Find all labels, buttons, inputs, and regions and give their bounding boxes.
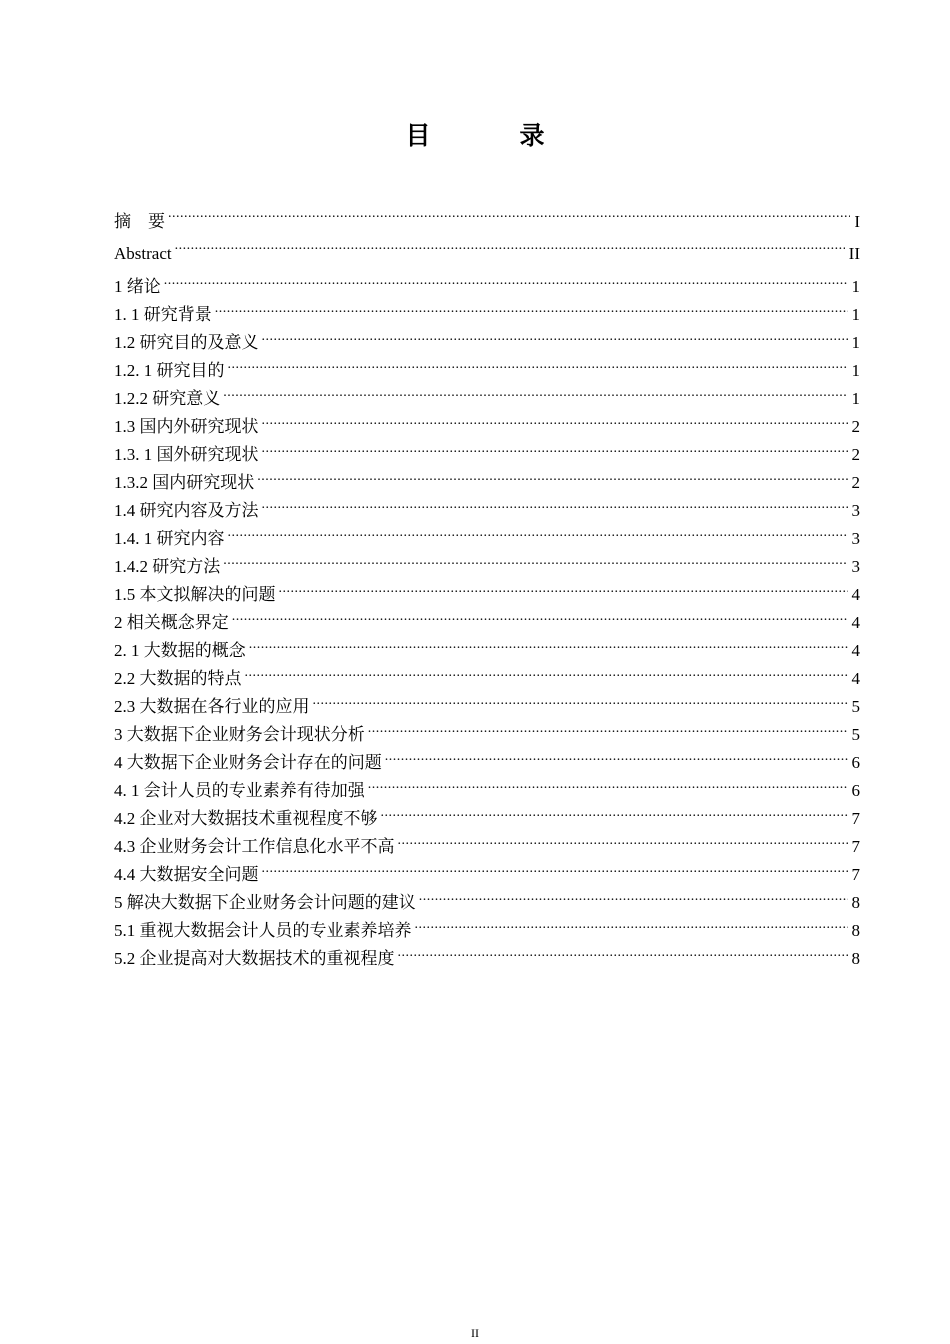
toc-dot-leader [398, 835, 848, 852]
toc-entry-page: 4 [851, 641, 860, 660]
toc-entry-page: 1 [851, 389, 860, 408]
toc-entry-label: 4. 1 会计人员的专业素养有待加强 [114, 781, 365, 800]
toc-dot-leader [257, 471, 847, 488]
toc-entry-label: 1.3 国内外研究现状 [114, 417, 259, 436]
toc-entry[interactable] [114, 833, 860, 861]
toc-list [114, 206, 860, 973]
toc-dot-leader [232, 611, 848, 628]
toc-dot-leader [215, 303, 848, 320]
toc-dot-leader [279, 583, 848, 600]
toc-dot-leader [164, 275, 848, 292]
toc-entry[interactable] [114, 889, 860, 917]
toc-entry-label: Abstract [114, 244, 172, 263]
toc-entry-page: 8 [851, 893, 860, 912]
page-number: II [471, 1326, 479, 1340]
toc-entry[interactable] [114, 206, 860, 238]
toc-entry-label: 1 绪论 [114, 277, 161, 296]
toc-entry-label: 2 相关概念界定 [114, 613, 229, 632]
toc-entry-label: 摘 要 [114, 212, 165, 231]
toc-entry-label: 4 大数据下企业财务会计存在的问题 [114, 753, 382, 772]
toc-dot-leader [419, 891, 848, 908]
toc-entry-page: 8 [851, 949, 860, 968]
toc-dot-leader [262, 499, 848, 516]
toc-entry[interactable] [114, 497, 860, 525]
toc-entry-page: 2 [851, 473, 860, 492]
toc-entry-page: 3 [851, 529, 860, 548]
toc-entry[interactable] [114, 749, 860, 777]
toc-entry-page: 4 [851, 613, 860, 632]
toc-entry-page: II [848, 244, 860, 263]
toc-entry[interactable] [114, 357, 860, 385]
toc-dot-leader [368, 779, 848, 796]
toc-entry-label: 4.3 企业财务会计工作信息化水平不高 [114, 837, 395, 856]
toc-entry[interactable] [114, 693, 860, 721]
toc-dot-leader [262, 443, 848, 460]
toc-dot-leader [262, 331, 848, 348]
toc-entry-page: 1 [851, 333, 860, 352]
toc-entry[interactable] [114, 385, 860, 413]
toc-entry-page: 3 [851, 501, 860, 520]
toc-entry[interactable] [114, 917, 860, 945]
toc-dot-leader [313, 695, 848, 712]
toc-entry-label: 1.2.2 研究意义 [114, 389, 221, 408]
toc-entry-page: 6 [851, 753, 860, 772]
toc-entry-label: 5.2 企业提高对大数据技术的重视程度 [114, 949, 395, 968]
toc-entry[interactable] [114, 329, 860, 357]
toc-entry-label: 4.4 大数据安全问题 [114, 865, 259, 884]
toc-entry-label: 1.3.2 国内研究现状 [114, 473, 255, 492]
toc-entry[interactable] [114, 441, 860, 469]
toc-entry[interactable] [114, 273, 860, 301]
toc-entry[interactable] [114, 665, 860, 693]
toc-dot-leader [415, 919, 848, 936]
toc-dot-leader [385, 751, 848, 768]
toc-entry[interactable] [114, 553, 860, 581]
toc-entry-label: 1.4.2 研究方法 [114, 557, 221, 576]
toc-entry-page: 8 [851, 921, 860, 940]
toc-dot-leader [228, 527, 848, 544]
toc-dot-leader [175, 242, 845, 259]
toc-entry-page: 7 [851, 865, 860, 884]
toc-entry-page: 7 [851, 837, 860, 856]
toc-entry-page: 1 [851, 305, 860, 324]
toc-entry-page: 5 [851, 725, 860, 744]
toc-entry-label: 1.3. 1 国外研究现状 [114, 445, 259, 464]
toc-entry[interactable] [114, 525, 860, 553]
toc-entry-page: 7 [851, 809, 860, 828]
toc-entry-page: 1 [851, 361, 860, 380]
toc-entry[interactable] [114, 469, 860, 497]
toc-entry-label: 4.2 企业对大数据技术重视程度不够 [114, 809, 378, 828]
toc-entry[interactable] [114, 721, 860, 749]
toc-entry-label: 2.3 大数据在各行业的应用 [114, 697, 310, 716]
toc-dot-leader [249, 639, 848, 656]
toc-entry-page: 4 [851, 669, 860, 688]
toc-dot-leader [245, 667, 848, 684]
toc-entry-label: 3 大数据下企业财务会计现状分析 [114, 725, 365, 744]
toc-dot-leader [168, 210, 850, 227]
toc-dot-leader [262, 863, 848, 880]
toc-dot-leader [381, 807, 848, 824]
toc-entry-page: 3 [851, 557, 860, 576]
toc-entry-label: 2.2 大数据的特点 [114, 669, 242, 688]
toc-dot-leader [228, 359, 848, 376]
toc-entry-label: 1.4. 1 研究内容 [114, 529, 225, 548]
toc-dot-leader [398, 947, 848, 964]
toc-entry-page: 2 [851, 417, 860, 436]
toc-entry-label: 1.4 研究内容及方法 [114, 501, 259, 520]
toc-dot-leader [262, 415, 848, 432]
toc-dot-leader [223, 555, 847, 572]
toc-entry-page: 6 [851, 781, 860, 800]
toc-entry[interactable] [114, 301, 860, 329]
toc-entry[interactable] [114, 238, 860, 270]
toc-entry-page: 2 [851, 445, 860, 464]
toc-title: 目 录 [405, 121, 577, 150]
toc-entry[interactable] [114, 637, 860, 665]
toc-entry-label: 1. 1 研究背景 [114, 305, 212, 324]
toc-dot-leader [223, 387, 847, 404]
toc-entry-label: 5.1 重视大数据会计人员的专业素养培养 [114, 921, 412, 940]
toc-entry-page: I [854, 212, 860, 231]
toc-entry[interactable] [114, 581, 860, 609]
toc-entry-label: 2. 1 大数据的概念 [114, 641, 246, 660]
toc-entry-label: 1.2. 1 研究目的 [114, 361, 225, 380]
toc-entry[interactable] [114, 777, 860, 805]
toc-entry-label: 1.2 研究目的及意义 [114, 333, 259, 352]
toc-entry[interactable] [114, 413, 860, 441]
toc-entry-label: 1.5 本文拟解决的问题 [114, 585, 276, 604]
toc-entry[interactable] [114, 861, 860, 889]
toc-entry-page: 1 [851, 277, 860, 296]
toc-entry[interactable] [114, 945, 860, 973]
toc-entry-page: 4 [851, 585, 860, 604]
toc-entry-label: 5 解决大数据下企业财务会计问题的建议 [114, 893, 416, 912]
toc-entry-page: 5 [851, 697, 860, 716]
toc-entry[interactable] [114, 805, 860, 833]
toc-entry[interactable] [114, 609, 860, 637]
toc-dot-leader [368, 723, 848, 740]
